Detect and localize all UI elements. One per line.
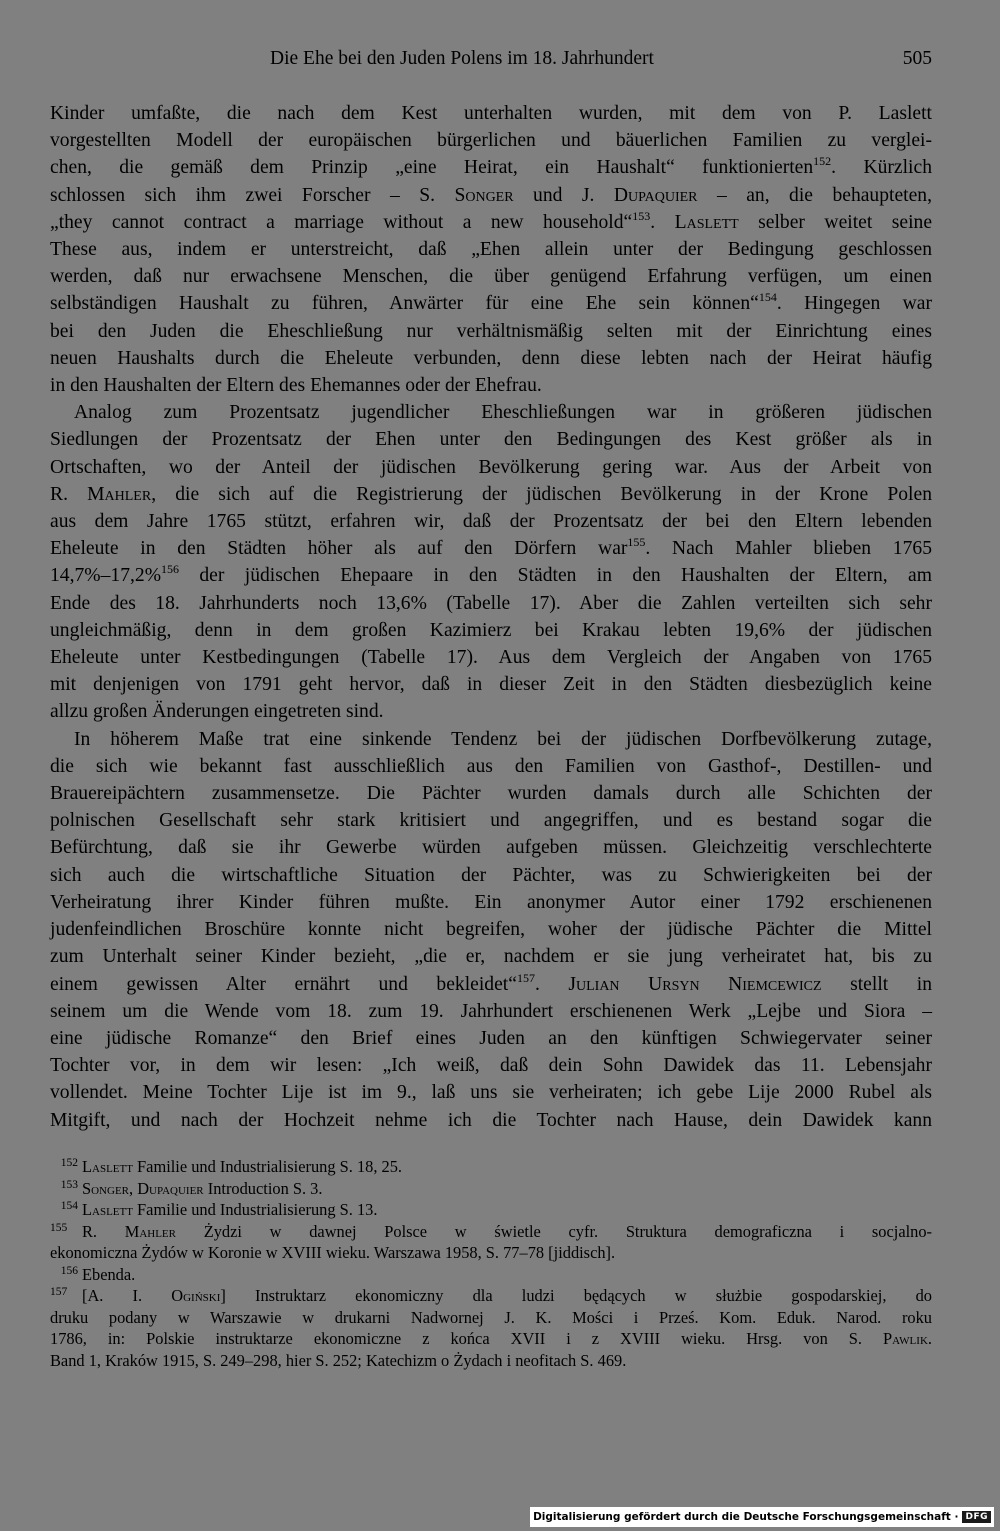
body-line: Tochter vor, in dem wir lesen: „Ich weiß, daß dein Sohn Dawidek das 11. Lebensjahr: [50, 1055, 932, 1077]
body-line: in den Haushalten der Eltern des Ehemannes oder der Ehefrau.: [50, 375, 542, 397]
body-line: Siedlungen der Prozentsatz der Ehen unter den Bedingungen des Kest größer als in: [50, 429, 932, 451]
body-line: Kinder umfaßte, die nach dem Kest unterhalten wurden, mit dem von P. Laslett: [50, 103, 932, 124]
body-line: 14,7%–17,2%$^{156}$ der jüdischen Ehepaare in den Städten in den Haushalten der Eltern, am: [50, 562, 932, 587]
body-line: vorgestellten Modell der europäischen bürgerlichen und bäuerlichen Familien zu verglei-: [50, 130, 932, 152]
footnote-157-cont: 1786, in: Polskie instruktarze ekonomiczne z końca XVII i z XVIII wieku. Hrsg. von S. Pawlik.: [50, 1329, 932, 1348]
page-number: 505: [902, 48, 932, 69]
body-line: schlossen sich ihm zwei Forscher – S. Songer und J. Dupaquier – an, die behaupteten,: [50, 184, 933, 206]
footnote-ref[interactable]: 156: [161, 562, 180, 577]
body-line: polnischen Gesellschaft sehr stark kritisiert und angegriffen, und es bestand sogar die: [50, 810, 932, 832]
body-line: R. Mahler, die sich auf die Registrierung der jüdischen Bevölkerung in der Krone Polen: [50, 483, 932, 505]
footnote-ref[interactable]: 153: [632, 208, 651, 223]
body-line: sich auch die wirtschaftliche Situation der Pächter, was zu Schwierigkeiten bei der: [50, 864, 932, 886]
body-line: Analog zum Prozentsatz jugendlicher Eheschließungen war in größeren jüdischen: [74, 402, 932, 424]
body-line: judenfeindlichen Broschüre konnte nicht begreifen, woher der jüdische Pächter die Mittel: [50, 919, 932, 941]
footnote-ref[interactable]: 155: [627, 535, 646, 550]
digitization-footer: [530, 1507, 994, 1527]
body-line: Eheleute unter Kestbedingungen (Tabelle 17). Aus dem Vergleich der Angaben von 1765: [50, 647, 932, 669]
body-line: selbständigen Haushalt zu führen, Anwärter für eine Ehe sein können“$^{154}$. Hingegen war: [50, 290, 932, 315]
body-line: Ende des 18. Jahrhunderts noch 13,6% (Tabelle 17). Aber die Zahlen verteilten sich sehr: [50, 592, 932, 614]
body-line: Ortschaften, wo der Anteil der jüdischen Bevölkerung gering war. Aus der Arbeit von: [50, 456, 932, 478]
footnote-156: 156 Ebenda.: [60, 1264, 136, 1284]
body-line: bei den Juden die Eheschließung nur verhältnismäßig selten mit der Einrichtung eines: [50, 320, 932, 342]
body-line: allzu großen Änderungen eingetreten sind.: [50, 701, 384, 723]
footnote-157-cont: Band 1, Kraków 1915, S. 249–298, hier S. 252; Katechizm o Żydach i neofitach S. 469.: [50, 1350, 627, 1370]
body-line: ungleichmäßig, denn in dem großen Kazimierz bei Krakau lebten 19,6% der jüdischen: [50, 619, 932, 641]
body-line: mit denjenigen von 1791 geht hervor, daß in dieser Zeit in den Städten diesbezüglich keine: [50, 674, 932, 696]
body-line: Befürchtung, daß sie ihr Gewerbe würden aufgeben müssen. Gleichzeitig verschlechterte: [50, 837, 932, 859]
dfg-logo-icon: DFG: [962, 1511, 991, 1523]
running-title: Die Ehe bei den Juden Polens im 18. Jahrhundert: [270, 48, 654, 69]
footnote-ref[interactable]: 157: [516, 970, 535, 985]
footnote-ref[interactable]: 154: [758, 290, 777, 305]
body-line: die sich wie bekannt fast ausschließlich aus den Familien von Gasthof-, Destillen- und: [50, 755, 932, 777]
body-line: werden, daß nur erwachsene Menschen, die über genügend Erfahrung verfügen, um einen: [50, 266, 932, 288]
body-line: vollendet. Meine Tochter Lije ist im 9., laß uns sie verheiraten; ich gebe Lije 2000 Rubel als: [50, 1082, 932, 1104]
body-line: Brauereipächtern zusammensetze. Die Pächter wurden damals durch alle Schichten der: [50, 783, 932, 805]
body-line: neuen Haushalts durch die Eheleute verbunden, denn diese lebten nach der Heirat häufig: [50, 347, 932, 369]
footnote-152: 152 Laslett Familie und Industrialisierung S. 18, 25.: [60, 1157, 403, 1176]
body-line: „they cannot contract a marriage without a new household“$^{153}$. Laslett selber weitet seine: [50, 208, 933, 233]
body-line: Mitgift, und nach der Hochzeit nehme ich die Tochter nach Hause, dein Dawidek kann: [50, 1109, 932, 1131]
footnote-ref[interactable]: 152: [813, 154, 832, 169]
body-line: eine jüdische Romanze“ den Brief eines Juden an den künftigen Schwiegervater seiner: [50, 1027, 932, 1049]
footer-text: Digitalisierung gefördert durch die Deutsche Forschungsgemeinschaft ·: [533, 1511, 959, 1523]
footnote-157-cont: druku podany w Warszawie w drukarni Nadwornej J. K. Mości i Prześ. Kom. Eduk. Narod. roku: [50, 1307, 932, 1327]
body-line: chen, die gemäß dem Prinzip „eine Heirat, ein Haushalt“ funktionierten$^{152}$. Kürzlich: [50, 154, 932, 179]
body-line: Eheleute in den Städten höher als auf den Dörfern war$^{155}$. Nach Mahler blieben 1765: [50, 535, 932, 560]
footnotes: [50, 1156, 932, 1371]
footnote-153: 153 Songer, Dupaquier Introduction S. 3.: [60, 1178, 323, 1198]
body-line: seinem um die Wende vom 18. zum 19. Jahrhundert erschienenen Werk „Lejbe und Siora –: [50, 1000, 932, 1022]
footnote-154: 154 Laslett Familie und Industrialisierung S. 13.: [60, 1200, 378, 1219]
body-line: In höherem Maße trat eine sinkende Tendenz bei der jüdischen Dorfbevölkerung zutage,: [74, 728, 932, 750]
body-line: zum Unterhalt seiner Kinder bezieht, „die er, nachdem er sie jung verheiratet hat, bis zu: [50, 946, 932, 968]
body-text: [50, 100, 932, 1134]
body-line: einem gewissen Alter ernährt und bekleidet“$^{157}$. Julian Ursyn Niemcewicz stellt in: [50, 970, 932, 995]
body-line: aus dem Jahre 1765 stützt, erfahren wir, daß der Prozentsatz der bei den Eltern lebenden: [50, 511, 932, 533]
footnote-157: 157 [A. I. Ogiński] Instruktarz ekonomiczny dla ludzi będących w służbie gospodarskiej, do: [50, 1286, 932, 1305]
body-line: Verheiratung ihrer Kinder führen mußte. Ein anonymer Autor einer 1792 erschienenen: [50, 891, 932, 913]
footnote-155: 155 R. Mahler Żydzi w dawnej Polsce w świetle cyfr. Struktura demograficzna i socjalno-: [50, 1221, 932, 1241]
running-header: [50, 46, 932, 72]
body-line: These aus, indem er unterstreicht, daß „Ehen allein unter der Bedingung geschlossen: [50, 239, 932, 261]
footnote-155-cont: ekonomiczna Żydów w Koronie w XVIII wieku. Warszawa 1958, S. 77–78 [jiddisch].: [50, 1243, 616, 1262]
